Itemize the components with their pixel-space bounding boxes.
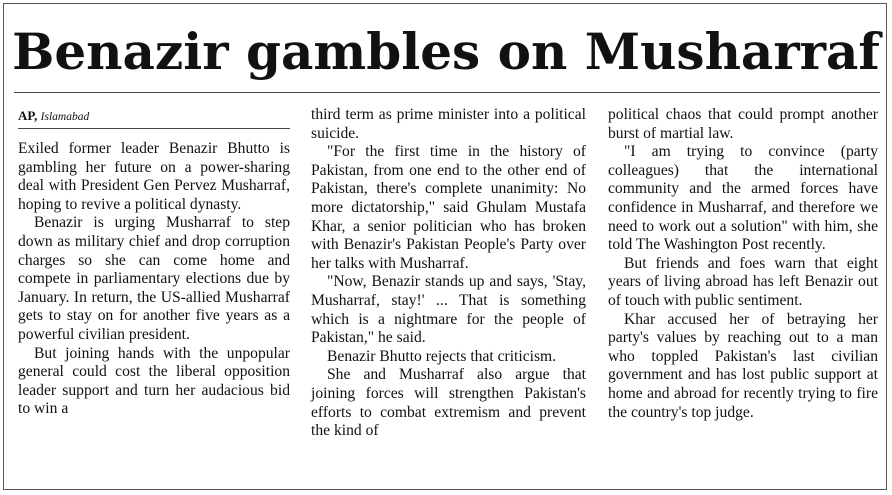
article-column-3: [608, 106, 878, 422]
article-column-2: [311, 106, 586, 441]
paragraph: political chaos that could prompt another burst of martial law.: [608, 106, 878, 142]
paragraph: She and Musharraf also argue that joining forces will strengthen Pakistan's efforts to combat extremism and prevent the kind of: [311, 366, 586, 440]
article-column-1: [18, 140, 290, 419]
headline: Benazir gambles on Musharraf: [12, 22, 880, 81]
dateline-agency: AP,: [18, 108, 38, 123]
paragraph: Benazir is urging Musharraf to step down as military chief and drop corruption charges so she can come home and compete in parliamentary elections due by January. In return, the US-allied Musharraf gets to stay on for another five years as a powerful civilian president.: [18, 214, 290, 343]
headline-rule: [14, 92, 880, 93]
paragraph: But joining hands with the unpopular general could cost the liberal opposition leader support and turn her audacious bid to win a: [18, 344, 290, 418]
paragraph: third term as prime minister into a political suicide.: [311, 106, 586, 142]
paragraph: Khar accused her of betraying her party's values by reaching out to a man who toppled Pakistan's last civilian government and has lost public support at home and abroad for recently trying to fire the country's top judge.: [608, 310, 878, 421]
paragraph: "Now, Benazir stands up and says, 'Stay, Musharraf, stay!' ... That is something which is a nightmare for the people of Pakistan," he said.: [311, 273, 586, 347]
paragraph: Exiled former leader Benazir Bhutto is gambling her future on a power-sharing deal with President Gen Pervez Musharraf, hoping to revive a political dynasty.: [18, 140, 290, 213]
dateline: [18, 108, 290, 125]
paragraph: Benazir Bhutto rejects that criticism.: [327, 347, 557, 365]
paragraph: But friends and foes warn that eight years of living abroad has left Benazir out of touch with public sentiment.: [608, 254, 878, 309]
dateline-place: Islamabad: [40, 111, 90, 123]
dateline-rule: [18, 128, 290, 129]
paragraph: "For the first time in the history of Pakistan, from one end to the other end of Pakistan, there's complete unanimity: No more dictatorship," said Ghulam Mustafa Khar, a senior politician who has broken with Benazir's Pakistan People's Party over her talks with Musharraf.: [311, 143, 586, 272]
paragraph: "I am trying to convince (party colleagues) that the international community and the armed forces have confidence in Musharraf, and therefore we need to work out a solution" with him, she told The Washington Post recently.: [608, 143, 878, 254]
